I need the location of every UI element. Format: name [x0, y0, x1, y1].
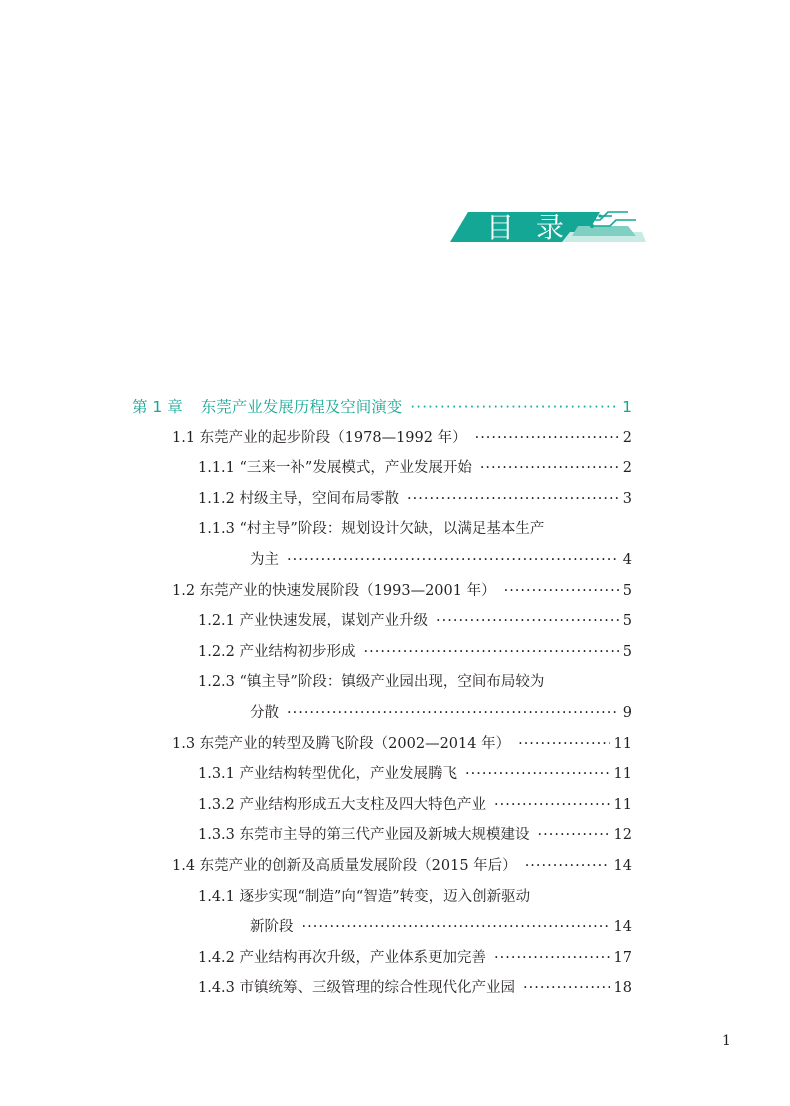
toc-entry-section[interactable] [172, 428, 632, 448]
dot-leader [494, 948, 610, 968]
toc-entry-sub[interactable] [198, 795, 632, 815]
toc-page-number: 11 [613, 796, 632, 813]
toc-entry-continuation: 新阶段 [250, 919, 294, 936]
toc-page-number: 5 [622, 582, 632, 599]
dot-leader [410, 397, 618, 417]
toc-page-number: 14 [613, 858, 632, 874]
toc-entry-continuation: 分散 [250, 705, 279, 721]
chapter-number: 第 1 章 [132, 398, 183, 416]
toc-entry-text: 1.3.3 东莞市主导的第三代产业园及新城大规模建设 [198, 827, 530, 844]
toc-entry-section[interactable] [172, 856, 632, 876]
toc-entry-text: 1.3.1 产业结构转型优化，产业发展腾飞 [198, 766, 458, 783]
toc-page-number: 5 [622, 643, 632, 660]
dot-leader [465, 764, 610, 784]
toc-page-number: 9 [622, 705, 632, 721]
toc-title: 目录 [485, 211, 586, 244]
toc-entry-text: 1.1.3 “村主导”阶段：规划设计欠缺，以满足基本生产 [198, 521, 545, 538]
toc-entry-text: 1.2 东莞产业的快速发展阶段（1993—2001 年） [172, 582, 496, 599]
toc-entry-sub[interactable] [198, 978, 632, 998]
toc-entry-text: 1.2.3 “镇主导”阶段：镇级产业园出现，空间布局较为 [198, 674, 545, 691]
toc-page-number: 5 [622, 613, 632, 630]
toc-title-banner [450, 206, 650, 250]
toc-entry-sub[interactable] [198, 611, 632, 631]
toc-entry-sub[interactable] [250, 917, 632, 937]
toc-page-number: 4 [622, 552, 632, 568]
toc-entry-text: 1.1.2 村级主导，空间布局零散 [198, 490, 400, 507]
dot-leader [525, 856, 610, 876]
toc-entry-text: 1.3.2 产业结构形成五大支柱及四大特色产业 [198, 796, 487, 813]
toc-entry-text: 1.2.1 产业快速发展，谋划产业升级 [198, 613, 429, 630]
dot-leader [494, 795, 610, 815]
toc-entry-text: 1.4.2 产业结构再次升级，产业体系更加完善 [198, 949, 487, 966]
dot-leader [436, 611, 619, 631]
toc-entry-sub[interactable] [198, 489, 632, 509]
dot-leader [287, 550, 619, 570]
toc-entry-section[interactable] [172, 734, 632, 754]
toc-entry-text: 1.3 东莞产业的转型及腾飞阶段（2002—2014 年） [172, 735, 511, 752]
toc-entry-sub[interactable] [250, 703, 632, 723]
toc-entry-text: 1.2.2 产业结构初步形成 [198, 643, 356, 660]
dot-leader [407, 489, 619, 509]
dot-leader [504, 581, 619, 601]
dot-leader [538, 825, 610, 845]
toc-entry-sub[interactable] [198, 458, 632, 478]
dot-leader [287, 703, 619, 723]
toc-entry-section[interactable] [172, 581, 632, 601]
toc-entry-sub[interactable] [198, 948, 632, 968]
toc-entry-text: 1.4.3 市镇统筹、三级管理的综合性现代化产业园 [198, 980, 516, 997]
dot-leader [302, 917, 610, 937]
dot-leader [480, 458, 619, 478]
toc-page-number: 18 [613, 980, 632, 997]
toc-entry-continuation: 为主 [250, 552, 279, 568]
toc-page-number: 11 [613, 766, 632, 783]
toc-entry-text: 1.4.1 逐步实现“制造”向“智造”转变，迈入创新驱动 [198, 888, 531, 905]
dot-leader [518, 734, 609, 754]
toc-entry-chapter[interactable] [132, 397, 632, 417]
toc-page-number: 2 [622, 429, 632, 446]
toc-page-number: 1 [622, 398, 632, 416]
page-number: 1 [722, 1033, 731, 1049]
toc-page-number: 17 [613, 949, 632, 966]
dot-leader [364, 642, 619, 662]
toc-page-number: 14 [613, 919, 632, 936]
toc-entry-text: 东莞产业发展历程及空间演变 [200, 398, 403, 416]
toc-page-number: 12 [613, 827, 632, 844]
toc-page-number: 2 [622, 460, 632, 477]
toc-entry-sub[interactable] [198, 642, 632, 662]
toc-entry-text: 1.4 东莞产业的创新及高质量发展阶段（2015 年后） [172, 858, 517, 874]
toc-page-number: 3 [622, 490, 632, 507]
toc-entry-text: 1.1.1 “三来一补”发展模式，产业发展开始 [198, 460, 472, 477]
toc-entry-sub[interactable] [250, 550, 632, 570]
dot-leader [475, 428, 619, 448]
toc-page-number: 11 [613, 735, 632, 752]
toc-entry-sub[interactable] [198, 825, 632, 845]
toc-entry-sub[interactable] [198, 764, 632, 784]
dot-leader [523, 978, 610, 998]
toc-entry-text: 1.1 东莞产业的起步阶段（1978—1992 年） [172, 429, 467, 446]
